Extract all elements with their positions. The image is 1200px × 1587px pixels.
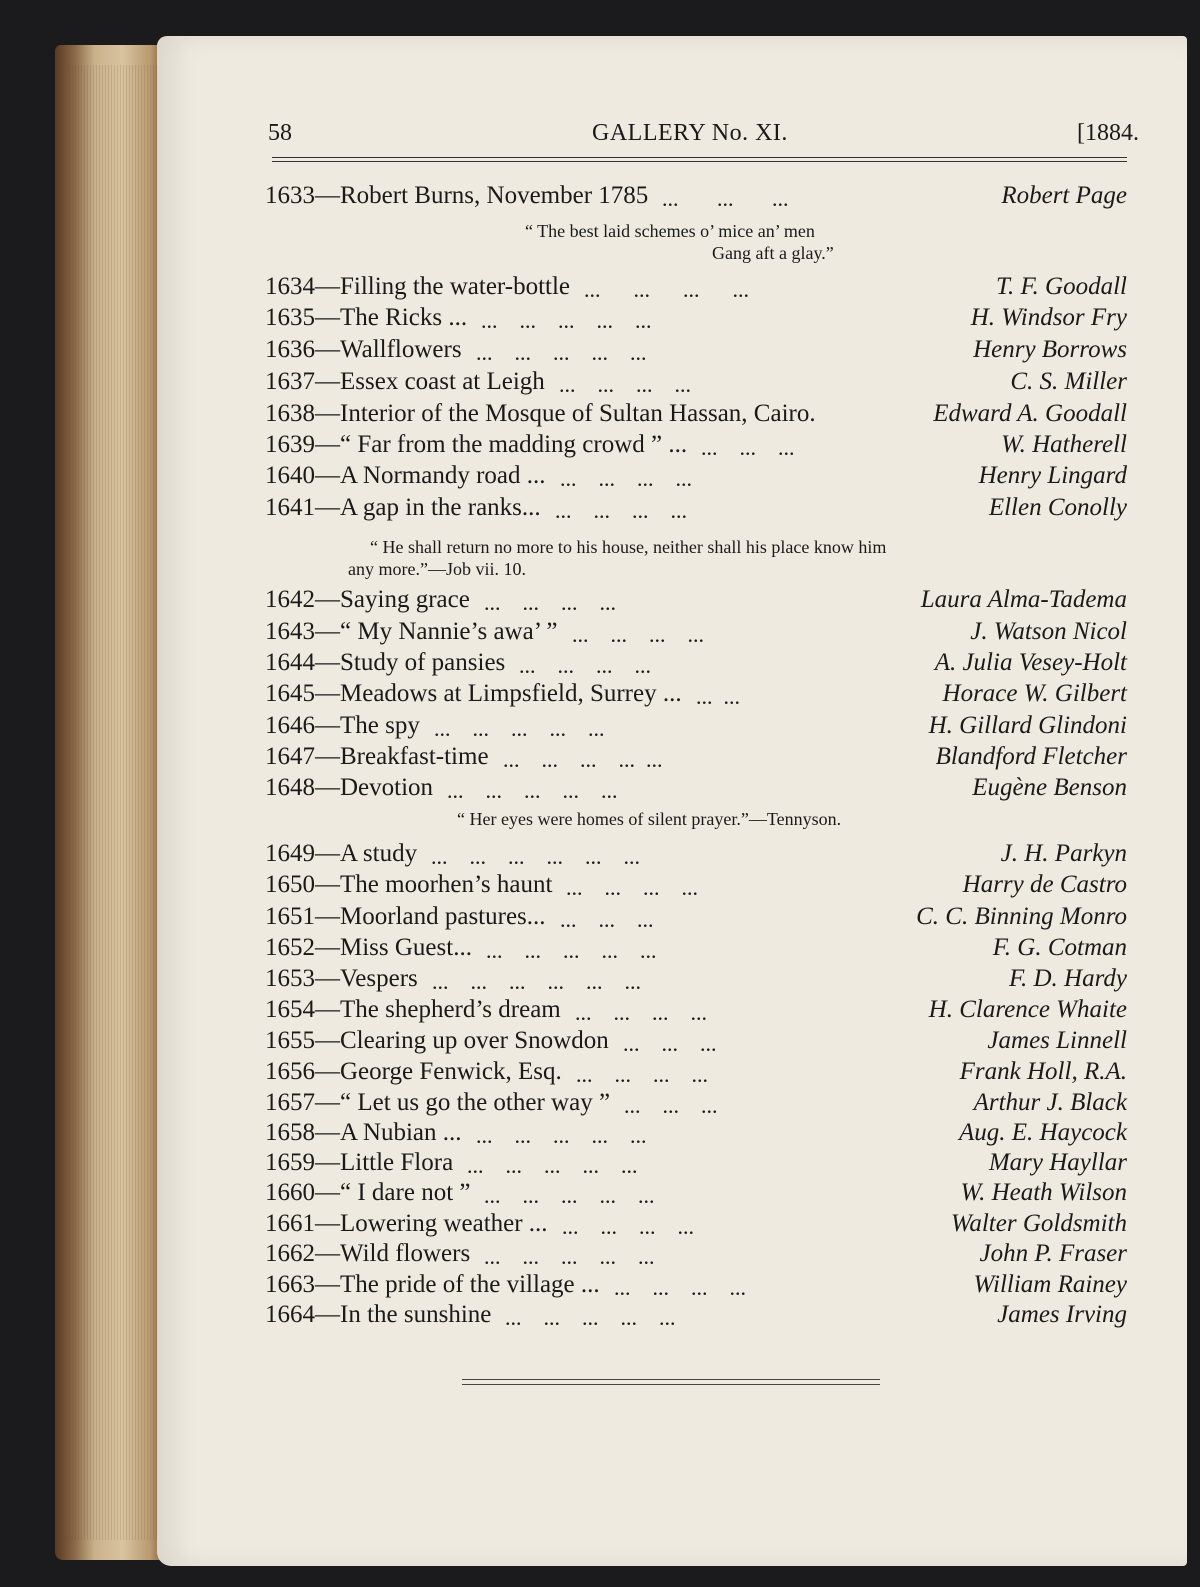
end-rule-bottom [462, 1384, 880, 1385]
entry-artist: Walter Goldsmith [950, 1210, 1127, 1237]
entry-title: 1649—A study [265, 840, 418, 867]
entry-title: 1646—The spy [265, 712, 420, 739]
header-rule-top [272, 157, 1127, 158]
entry-artist: Blandford Fletcher [935, 743, 1127, 770]
entry-title: 1636—Wallflowers [265, 336, 462, 363]
entry-artist: Henry Lingard [978, 462, 1127, 489]
catalogue-entry [265, 840, 1127, 872]
entry-leader-dots: ... ... ... ... [519, 653, 651, 678]
catalogue-entry [265, 965, 1127, 997]
entry-title: 1635—The Ricks ... [265, 304, 468, 331]
catalogue-entry [265, 712, 1127, 744]
entry-title: 1650—The moorhen’s haunt [265, 871, 553, 898]
entry-leader-dots: ... ... ... ... [555, 498, 687, 523]
entry-leader-dots: ... ... ... ... [566, 875, 698, 900]
catalogue-entry [265, 368, 1127, 400]
entry-title: 1651—Moorland pastures... [265, 903, 546, 930]
entry-title: 1634—Filling the water-bottle [265, 273, 571, 300]
catalogue-entry [265, 649, 1127, 681]
entry-leader-dots: ... ... ... ... ... [484, 1244, 655, 1269]
entry-leader-dots: ... ... ... [701, 435, 795, 460]
entry-artist: J. H. Parkyn [1000, 840, 1127, 867]
catalogue-entry [265, 182, 1127, 214]
entry-title: 1638—Interior of the Mosque of Sultan Hassan, Cairo. [265, 400, 816, 427]
entry-leader-dots: ... ... ... ... ... [447, 778, 618, 803]
header-rule-bottom [272, 161, 1127, 162]
entry-artist: T. F. Goodall [995, 273, 1127, 300]
entry-leader-dots: ... ... ... ... [614, 1275, 746, 1300]
entry-title: 1663—The pride of the village ... [265, 1271, 600, 1298]
catalogue-entry [265, 934, 1127, 966]
catalogue-entry [265, 1119, 1127, 1151]
entry-title: 1659—Little Flora [265, 1149, 454, 1176]
entry-artist: Laura Alma-Tadema [920, 586, 1127, 613]
entry-leader-dots: ... ... ... ... ... [486, 938, 657, 963]
catalogue-entry [265, 462, 1127, 494]
entry-leader-dots: ... ... ... ... ... [503, 747, 663, 772]
entry-artist: Horace W. Gilbert [942, 680, 1127, 707]
entry-artist: James Linnell [987, 1027, 1127, 1054]
catalogue-entry [265, 1210, 1127, 1242]
catalogue-entry [265, 871, 1127, 903]
catalogue-entry [265, 1149, 1127, 1181]
catalogue-entry [265, 336, 1127, 368]
entry-artist: Frank Holl, R.A. [959, 1058, 1127, 1085]
entry-title: 1652—Miss Guest... [265, 934, 472, 961]
entry-artist: Mary Hayllar [988, 1149, 1127, 1176]
catalogue-entry [265, 1089, 1127, 1121]
entry-leader-dots: ... ... ... ... [559, 372, 691, 397]
entry-artist: W. Hatherell [1001, 431, 1127, 458]
entry-leader-dots: ... ... ... ... ... ... [432, 969, 641, 994]
entry-artist: William Rainey [973, 1271, 1127, 1298]
entry-artist: F. G. Cotman [992, 934, 1127, 961]
entry-leader-dots: ... ... ... ... [562, 1214, 694, 1239]
catalogue-entry [265, 743, 1127, 775]
entry-artist: Aug. E. Haycock [959, 1119, 1127, 1146]
entry-leader-dots: ... ... ... ... [484, 590, 616, 615]
catalogue-entry [265, 618, 1127, 650]
catalogue-entry [265, 1027, 1127, 1059]
entry-leader-dots: ... ... ... ... [584, 277, 749, 302]
entry-artist: Eugène Benson [972, 774, 1127, 801]
entry-artist: James Irving [997, 1301, 1127, 1328]
entry-title: 1640—A Normandy road ... [265, 462, 546, 489]
entry-artist: Henry Borrows [973, 336, 1127, 363]
entry-artist: F. D. Hardy [1008, 965, 1127, 992]
catalogue-entry [265, 400, 1127, 432]
entry-title: 1655—Clearing up over Snowdon [265, 1027, 609, 1054]
catalogue-year: [1884. [1077, 120, 1139, 146]
entry-leader-dots: ... ... ... ... ... [484, 1183, 655, 1208]
entry-leader-dots: ... ... ... ... [572, 622, 704, 647]
entry-title: 1642—Saying grace [265, 586, 470, 613]
entry-artist: H. Gillard Glindoni [928, 712, 1127, 739]
quote-job-line1: “ He shall return no more to his house, neither shall his place know him [370, 537, 887, 557]
entry-title: 1641—A gap in the ranks... [265, 494, 541, 521]
catalogue-entry [265, 494, 1127, 526]
quote-tennyson: “ Her eyes were homes of silent prayer.”—Tennyson. [457, 809, 842, 829]
entry-title: 1644—Study of pansies [265, 649, 506, 676]
entry-artist: Robert Page [1001, 182, 1127, 209]
entry-title: 1653—Vespers [265, 965, 418, 992]
entry-leader-dots: ... ... ... ... [575, 1000, 707, 1025]
entry-leader-dots: ... ... [696, 684, 740, 709]
entry-artist: Ellen Conolly [988, 494, 1127, 521]
entry-artist: Edward A. Goodall [933, 400, 1127, 427]
entry-title: 1643—“ My Nannie’s awa’ ” [265, 618, 558, 645]
catalogue-entry [265, 774, 1127, 806]
quote-burns-line1: “ The best laid schemes o’ mice an’ men [525, 221, 815, 241]
entry-title: 1647—Breakfast-time [265, 743, 489, 770]
entry-title: 1657—“ Let us go the other way ” [265, 1089, 611, 1116]
catalogue-entry [265, 586, 1127, 618]
entry-title: 1661—Lowering weather ... [265, 1210, 548, 1237]
entry-leader-dots: ... ... ... [560, 907, 654, 932]
catalogue-entry [265, 431, 1127, 463]
catalogue-entry [265, 903, 1127, 935]
entry-title: 1648—Devotion [265, 774, 434, 801]
entry-artist: H. Clarence Whaite [928, 996, 1127, 1023]
entry-title: 1658—A Nubian ... [265, 1119, 462, 1146]
entry-artist: C. C. Binning Monro [916, 903, 1127, 930]
gallery-title: GALLERY No. XI. [592, 120, 788, 146]
entry-title: 1654—The shepherd’s dream [265, 996, 561, 1023]
entry-leader-dots: ... ... ... ... ... [476, 1123, 647, 1148]
entry-artist: J. Watson Nicol [970, 618, 1127, 645]
entry-leader-dots: ... ... ... [624, 1093, 718, 1118]
entry-leader-dots: ... ... ... ... ... ... [431, 844, 640, 869]
catalogue-entry [265, 304, 1127, 336]
entry-artist: W. Heath Wilson [960, 1179, 1127, 1206]
entry-leader-dots: ... ... ... ... ... [467, 1153, 638, 1178]
entry-artist: A. Julia Vesey-Holt [934, 649, 1127, 676]
entry-leader-dots: ... ... ... ... [576, 1062, 708, 1087]
quote-burns-line2: Gang aft a glay.” [712, 243, 834, 263]
end-rule-top [462, 1379, 880, 1380]
entry-leader-dots: ... ... ... ... ... [476, 340, 647, 365]
catalogue-entry [265, 680, 1127, 712]
entry-leader-dots: ... ... ... [662, 186, 789, 211]
catalogue-entry [265, 1271, 1127, 1303]
entry-title: 1645—Meadows at Limpsfield, Surrey ... [265, 680, 682, 707]
catalogue-entry [265, 1240, 1127, 1272]
entry-artist: John P. Fraser [979, 1240, 1127, 1267]
page-number: 58 [268, 120, 292, 146]
catalogue-entry [265, 1179, 1127, 1211]
catalogue-entry [265, 1301, 1127, 1333]
catalogue-entry [265, 996, 1127, 1028]
entry-leader-dots: ... ... ... ... ... [505, 1305, 676, 1330]
entry-leader-dots: ... ... ... [623, 1031, 717, 1056]
entry-title: 1656—George Fenwick, Esq. [265, 1058, 562, 1085]
entry-artist: C. S. Miller [1010, 368, 1127, 395]
entry-title: 1660—“ I dare not ” [265, 1179, 471, 1206]
entry-title: 1633—Robert Burns, November 1785 [265, 182, 649, 209]
quote-job-line2: any more.”—Job vii. 10. [348, 559, 526, 579]
entry-title: 1664—In the sunshine [265, 1301, 492, 1328]
entry-title: 1637—Essex coast at Leigh [265, 368, 545, 395]
entry-title: 1639—“ Far from the madding crowd ” ... [265, 431, 688, 458]
catalogue-entry [265, 1058, 1127, 1090]
entry-artist: Arthur J. Black [973, 1089, 1127, 1116]
entry-leader-dots: ... ... ... ... [560, 466, 692, 491]
entry-leader-dots: ... ... ... ... ... [434, 716, 605, 741]
catalogue-entry [265, 273, 1127, 305]
entry-artist: H. Windsor Fry [970, 304, 1127, 331]
entry-artist: Harry de Castro [962, 871, 1127, 898]
entry-leader-dots: ... ... ... ... ... [481, 308, 652, 333]
entry-title: 1662—Wild flowers [265, 1240, 471, 1267]
